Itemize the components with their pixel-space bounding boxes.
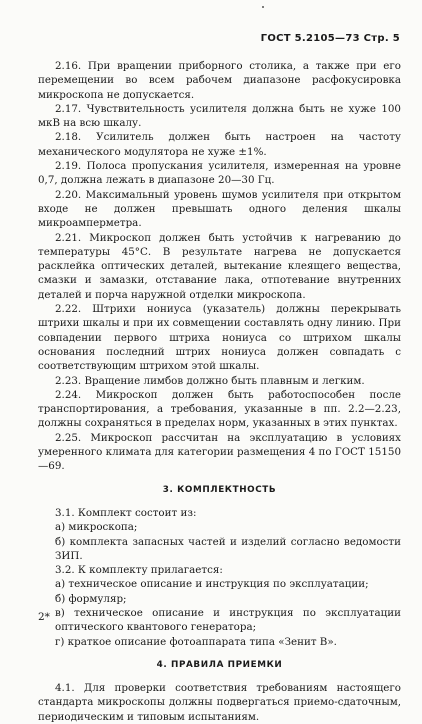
paragraph-2-22: 2.22. Штрихи нониуса (указатель) должны перекрывать штрихи шкалы и при их совмещении составлять одну линию. При совпадении первого штриха нониуса со штрихом шкалы основания последний штрих нониуса должен совпадать с соответствующим штрихом этой шкалы.: [38, 303, 401, 373]
page-header: ГОСТ 5.2105—73 Стр. 5: [260, 33, 400, 44]
paragraph-3-2: 3.2. К комплекту прилагается:: [55, 564, 223, 577]
paragraph-2-20: 2.20. Максимальный уровень шумов усилителя при открытом входе не должен превышать одного деления шкалы микроамперметра.: [38, 188, 401, 230]
list-item-3-1-a: а) микроскопа;: [55, 521, 138, 534]
speck-mark: [262, 6, 264, 8]
page-footer-mark: 2*: [38, 611, 50, 623]
paragraph-2-18: 2.18. Усилитель должен быть настроен на частоту механического модулятора не хуже ±1%.: [38, 131, 401, 158]
page-body: [38, 59, 401, 724]
paragraph-2-16: 2.16. При вращении приборного столика, а также при его перемещении во всем рабочем диапазоне расфокусировка микроскопа не допускается.: [38, 60, 401, 101]
list-item-3-2-d: г) краткое описание фотоаппарата типа «Зенит В».: [55, 635, 337, 648]
paragraph-4-1: 4.1. Для проверки соответствия требованиям настоящего стандарта микроскопы должны подвергаться приемо-сдаточным, периодическим и типовым испытаниям.: [38, 682, 401, 723]
paragraph-2-23: 2.23. Вращение лимбов должно быть плавным и легким.: [55, 374, 365, 387]
list-item-3-2-c: в) техническое описание и инструкция по эксплуатации оптического квантового генератора;: [55, 606, 401, 634]
paragraph-2-17: 2.17. Чувствительность усилителя должна быть не хуже 100 мкВ на всю шкалу.: [38, 102, 401, 130]
paragraph-2-21: 2.21. Микроскоп должен быть устойчив к нагреванию до температуры 45°С. В результате нагрева не допускается расклейка оптических деталей, вытекание клеящего вещества, смазки и замазки, отставание лака, отпотевание внутренних деталей и порча наружной отделки микроскопа.: [38, 231, 401, 301]
list-item-3-1-b: б) комплекта запасных частей и изделий согласно ведомости ЗИП.: [55, 535, 401, 562]
list-item-3-2-a: а) техническое описание и инструкция по эксплуатации;: [55, 578, 369, 591]
paragraph-3-1: 3.1. Комплект состоит из:: [55, 506, 197, 519]
section-3-title: 3. КОМПЛЕКТНОСТЬ: [162, 484, 277, 495]
paragraph-2-24: 2.24. Микроскоп должен быть работоспособен после транспортирования, а требования, указанные в пп. 2.2—2.23, должны сохраняться в пределах норм, указанных в этих пунктах.: [38, 388, 401, 430]
section-4-title: 4. ПРАВИЛА ПРИЕМКИ: [156, 659, 283, 670]
paragraph-2-19: 2.19. Полоса пропускания усилителя, измеренная на уровне 0,7, должна лежать в диапазоне 20—30 Гц.: [38, 160, 401, 187]
paragraph-2-25: 2.25. Микроскоп рассчитан на эксплуатацию в условиях умеренного климата для категории размещения 4 по ГОСТ 15150—69.: [38, 431, 401, 473]
list-item-3-2-b: б) формуляр;: [55, 592, 127, 605]
